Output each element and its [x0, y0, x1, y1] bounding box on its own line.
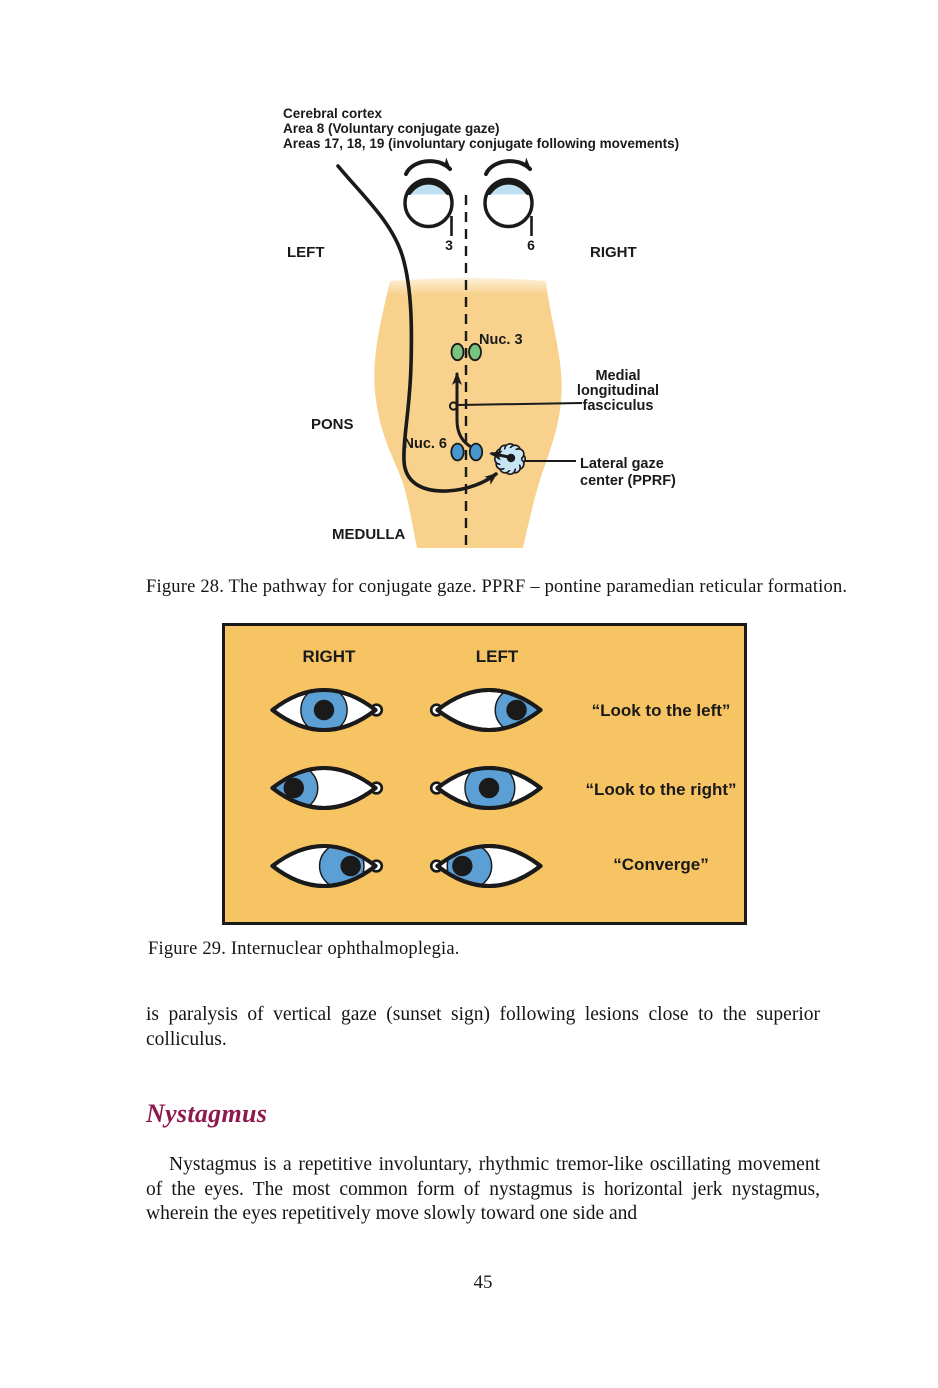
- nuc6-oval-left: [451, 444, 463, 461]
- pprf-label-line2: center (PPRF): [580, 473, 676, 489]
- conjugate-gaze-diagram: [0, 0, 938, 570]
- cortex-label-line3: Areas 17, 18, 19 (involuntary conjugate following movements): [283, 136, 680, 151]
- figure28-caption: Figure 28. The pathway for conjugate gaze. PPRF – pontine paramedian reticular formation.: [146, 577, 848, 597]
- nuc6-label: Nuc. 6: [403, 436, 447, 452]
- page-number: 45: [473, 1272, 493, 1293]
- cortex-label-line1: Cerebral cortex: [283, 106, 383, 121]
- paragraph-nystagmus: Nystagmus is a repetitive involuntary, rhythmic tremor-like oscillating movement of the eyes. The most common form of nystagmus is horizontal jerk nystagmus, wherein the eyes repetitively move slowly toward one side and: [146, 1154, 820, 1224]
- figure29-caption: Figure 29. Internuclear ophthalmoplegia.: [148, 939, 460, 959]
- paragraph-sunset-sign: is paralysis of vertical gaze (sunset sign) following lesions close to the superior colliculus.: [146, 1004, 820, 1050]
- pprf-label-line1: Lateral gaze: [580, 456, 664, 472]
- nuc3-oval-left: [452, 344, 464, 360]
- mlf-label-line3: fasciculus: [582, 398, 654, 414]
- figure29-header-left: LEFT: [475, 647, 519, 666]
- mlf-label-line1: Medial: [595, 368, 641, 384]
- left-side-label: LEFT: [287, 244, 325, 261]
- brainstem-shape: [374, 278, 561, 548]
- nuc3-label: Nuc. 3: [479, 332, 523, 348]
- medulla-label: MEDULLA: [332, 526, 406, 543]
- eye-right-row2: [261, 756, 387, 820]
- nerve3-label: 3: [445, 237, 453, 253]
- nerve6-label: 6: [527, 237, 535, 253]
- nuc6-oval-right: [470, 444, 482, 461]
- section-heading-nystagmus: Nystagmus: [146, 1099, 268, 1128]
- gaze-label-look-right: “Look to the right”: [585, 780, 737, 799]
- gaze-label-look-left: “Look to the left”: [591, 701, 731, 720]
- gaze-label-converge: “Converge”: [613, 855, 709, 874]
- right-side-label: RIGHT: [590, 244, 637, 261]
- figure29-panel: [222, 623, 747, 925]
- eye-right-row3: [261, 834, 387, 898]
- eye-right-row1: [261, 678, 387, 742]
- mlf-label-line2: longitudinal: [576, 383, 660, 399]
- figure29-header-right: RIGHT: [302, 647, 356, 666]
- eye-left-schematic: [404, 161, 453, 236]
- pons-label: PONS: [311, 416, 354, 433]
- cortex-label-line2: Area 8 (Voluntary conjugate gaze): [283, 121, 500, 136]
- eye-right-schematic: [484, 161, 533, 236]
